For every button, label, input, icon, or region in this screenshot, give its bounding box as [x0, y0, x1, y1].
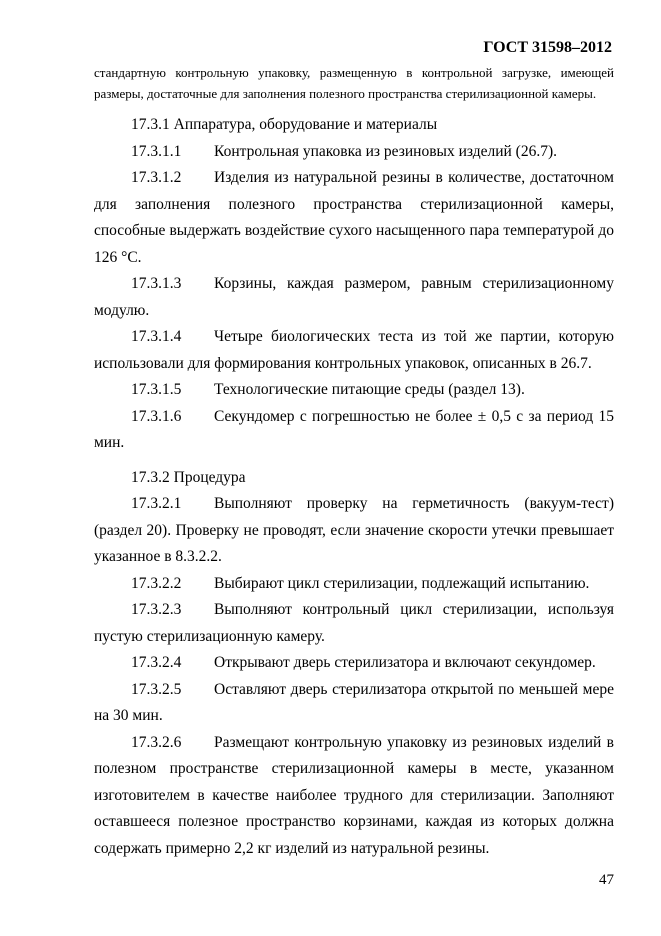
item-text: Технологические питающие среды (раздел 13).	[214, 381, 525, 398]
list-item	[94, 165, 614, 271]
document-body	[94, 62, 614, 862]
item-text: Выполняют контрольный цикл стерилизации, используя пустую стерилизационную камеру.	[94, 601, 614, 645]
item-number: 17.3.1.4	[131, 328, 182, 345]
item-number: 17.3.2.5	[131, 680, 182, 698]
item-text: Изделия из натуральной резины в количестве, достаточном для заполнения полезного пространства стерилизационной камеры, способные выдержать воздействие сухого насыщенного пара температурой до 126 °С.	[94, 169, 614, 266]
item-text: Четыре биологических теста из той же партии, которую использовали для формирования контрольных упаковок, описанных в 26.7.	[94, 328, 614, 372]
list-item	[94, 730, 614, 863]
section-heading: 17.3.1 Аппаратура, оборудование и материалы	[131, 116, 438, 133]
item-text: Выполняют проверку на герметичность (вакуум-тест) (раздел 20). Проверку не проводят, если значение скорости утечки превышает указанное в 8.3.2.2.	[94, 495, 614, 565]
item-number: 17.3.1.5	[131, 381, 182, 398]
list-item	[94, 677, 614, 730]
list-item	[94, 650, 614, 677]
document-header: ГОСТ 31598–2012	[483, 39, 612, 56]
page-number: 47	[599, 872, 614, 888]
item-text: Корзины, каждая размером, равным стерилизационному модулю.	[94, 275, 614, 319]
item-text: Оставляют дверь стерилизатора открытой по меньшей мере на 30 мин.	[94, 680, 614, 724]
list-item	[94, 324, 614, 377]
item-number: 17.3.2.4	[131, 654, 182, 671]
item-text: Выбирают цикл стерилизации, подлежащий испытанию.	[214, 574, 590, 592]
item-text: Открывают дверь стерилизатора и включают секундомер.	[214, 654, 596, 671]
item-text: Контрольная упаковка из резиновых изделий (26.7).	[214, 142, 557, 160]
item-text: Размещают контрольную упаковку из резиновых изделий в полезном пространстве стерилизационной камеры в месте, указанном изготовителем в качестве наиболее трудного для стерилизации. Заполняют оставшееся полезное пространство корзинами, каждая из которых должна содержать примерно 2,2 кг изделий из натуральной резины.	[94, 733, 614, 857]
list-item	[94, 597, 614, 650]
list-item	[94, 491, 614, 571]
list-item	[94, 139, 614, 166]
section-heading: 17.3.2 Процедура	[131, 468, 246, 486]
item-number: 17.3.2.1	[131, 495, 182, 512]
item-number: 17.3.1.2	[131, 169, 182, 186]
list-item	[94, 377, 614, 404]
intro-paragraph: стандартную контрольную упаковку, размещенную в контрольной загрузке, имеющей размеры, достаточные для заполнения полезного пространства стерилизационной камеры.	[94, 65, 614, 101]
item-number: 17.3.2.3	[131, 601, 182, 618]
item-number: 17.3.1.1	[131, 142, 182, 160]
item-number: 17.3.2.6	[131, 733, 182, 751]
list-item	[94, 404, 614, 457]
item-text: Секундомер с погрешностью не более ± 0,5 с за период 15 мин.	[94, 407, 614, 451]
list-item	[94, 571, 614, 598]
item-number: 17.3.1.6	[131, 407, 182, 425]
item-number: 17.3.1.3	[131, 275, 182, 292]
item-number: 17.3.2.2	[131, 574, 182, 592]
list-item	[94, 271, 614, 324]
